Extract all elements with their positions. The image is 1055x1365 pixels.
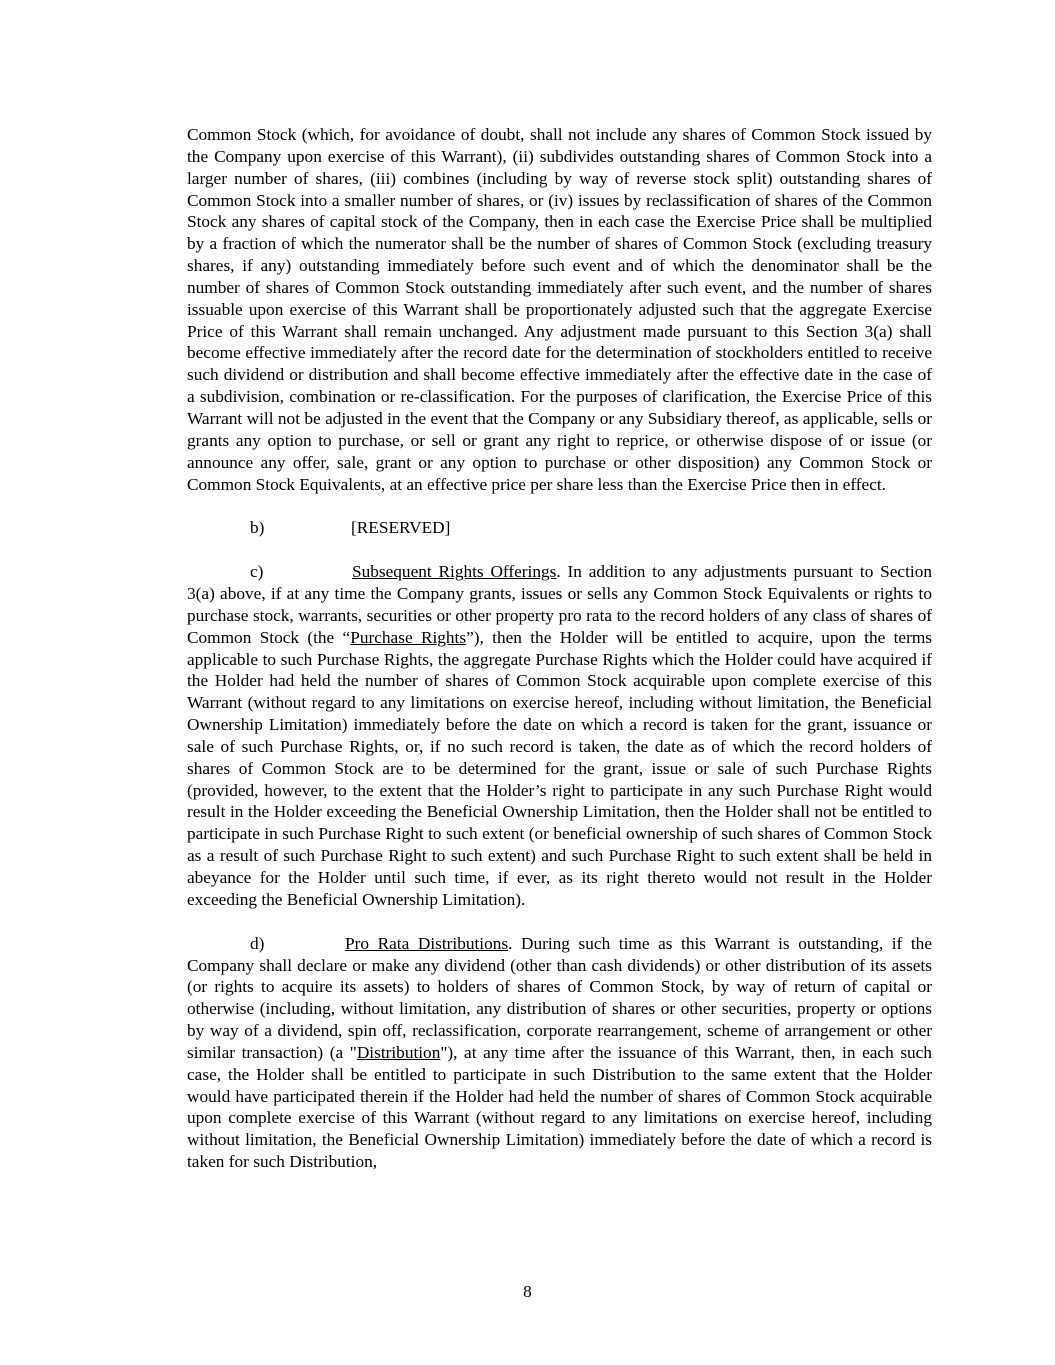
section-c-text-2: ”), then the Holder will be entitled to acquire, upon the terms applicable to such Purchase Rights, the aggregate Purchase Rights which the Holder could have acquired if the Holder had held the number of shares of Common Stock acquirable upon complete exercise of this Warrant (without regard to any limitations on exercise hereof, including without limitation, the Beneficial Ownership Limitation) immediately before the date on which a record is taken for the grant, issuance or sale of such Purchase Rights, or, if no such record is taken, the date as of which the record holders of shares of Common Stock are to be determined for the grant, issue or sale of such Purchase Rights (provided, however, to the extent that the Holder’s right to participate in any such Purchase Right would result in the Holder exceeding the Beneficial Ownership Limitation, then the Holder shall not be entitled to participate in such Purchase Right to such extent (or beneficial ownership of such shares of Common Stock as a result of such Purchase Right to such extent) and such Purchase Right to such extent shall be held in abeyance for the Holder until such time, if ever, as its right thereto would not result in the Holder exceeding the Beneficial Ownership Limitation).: [187, 627, 933, 909]
section-b-text: [RESERVED]: [351, 518, 451, 538]
paragraph-a-text: Common Stock (which, for avoidance of doubt, shall not include any shares of Common Stock issued by the Company upon exercise of this Warrant), (ii) subdivides outstanding shares of Common Stock into a larger number of shares, (iii) combines (including by way of reverse stock split) outstanding shares of Common Stock into a smaller number of shares, or (iv) issues by reclassification of shares of the Common Stock any shares of capital stock of the Company, then in each case the Exercise Price shall be multiplied by a fraction of which the numerator shall be the number of shares of Common Stock (excluding treasury shares, if any) outstanding immediately before such event and of which the denominator shall be the number of shares of Common Stock outstanding immediately after such event, and the number of shares issuable upon exercise of this Warrant shall be proportionately adjusted such that the aggregate Exercise Price of this Warrant shall remain unchanged. Any adjustment made pursuant to this Section 3(a) shall become effective immediately after the record date for the determination of stockholders entitled to receive such dividend or distribution and shall become effective immediately after the effective date in the case of a subdivision, combination or re-classification. For the purposes of clarification, the Exercise Price of this Warrant will not be adjusted in the event that the Company or any Subsidiary thereof, as applicable, sells or grants any option to purchase, or sell or grant any right to reprice, or otherwise dispose of or issue (or announce any offer, sale, grant or any option to purchase or other disposition) any Common Stock or Common Stock Equivalents, at an effective price per share less than the Exercise Price then in effect.: [187, 125, 932, 494]
section-c-text-1: . In addition to any adjustments pursuant to Section 3(a) above, if at any time the Company grants, issues or sells any Common Stock Equivalents or rights to purchase stock, warrants, securities or other property pro rata to the record holders of any class of shares of Common Stock (the “: [187, 562, 932, 647]
document-body: [187, 124, 932, 1195]
paragraph-section-d: [187, 933, 932, 1173]
section-d-text-2: "), at any time after the issuance of this Warrant, then, in each such case, the Holder shall be entitled to participate in such Distribution to the same extent that the Holder would have participated therein if the Holder had held the number of shares of Common Stock acquirable upon complete exercise of this Warrant (without regard to any limitations on exercise hereof, including without limitation, the Beneficial Ownership Limitation) immediately before the date of which a record is taken for such Distribution,: [187, 1042, 932, 1172]
section-d-defined-term: Distribution: [356, 1042, 441, 1062]
section-b-label: b): [250, 518, 265, 538]
section-d-heading: Pro Rata Distributions: [345, 933, 509, 953]
paragraph-section-b: [187, 517, 932, 539]
section-c-label: c): [250, 562, 264, 582]
page-number: 8: [523, 1282, 532, 1301]
section-d-label: d): [250, 933, 265, 953]
paragraph-section-c: [187, 561, 932, 911]
section-d-text-1: . During such time as this Warrant is outstanding, if the Company shall declare or make any dividend (other than cash dividends) or other distribution of its assets (or rights to acquire its assets) to holders of shares of Common Stock, by way of return of capital or otherwise (including, without limitation, any distribution of shares or other securities, property or options by way of a dividend, spin off, reclassification, corporate rearrangement, scheme of arrangement or other similar transaction) (a ": [187, 933, 932, 1062]
section-c-defined-term: Purchase Rights: [350, 627, 467, 647]
paragraph-section-a-continuation: [187, 124, 932, 495]
section-c-heading: Subsequent Rights Offerings: [352, 562, 557, 582]
